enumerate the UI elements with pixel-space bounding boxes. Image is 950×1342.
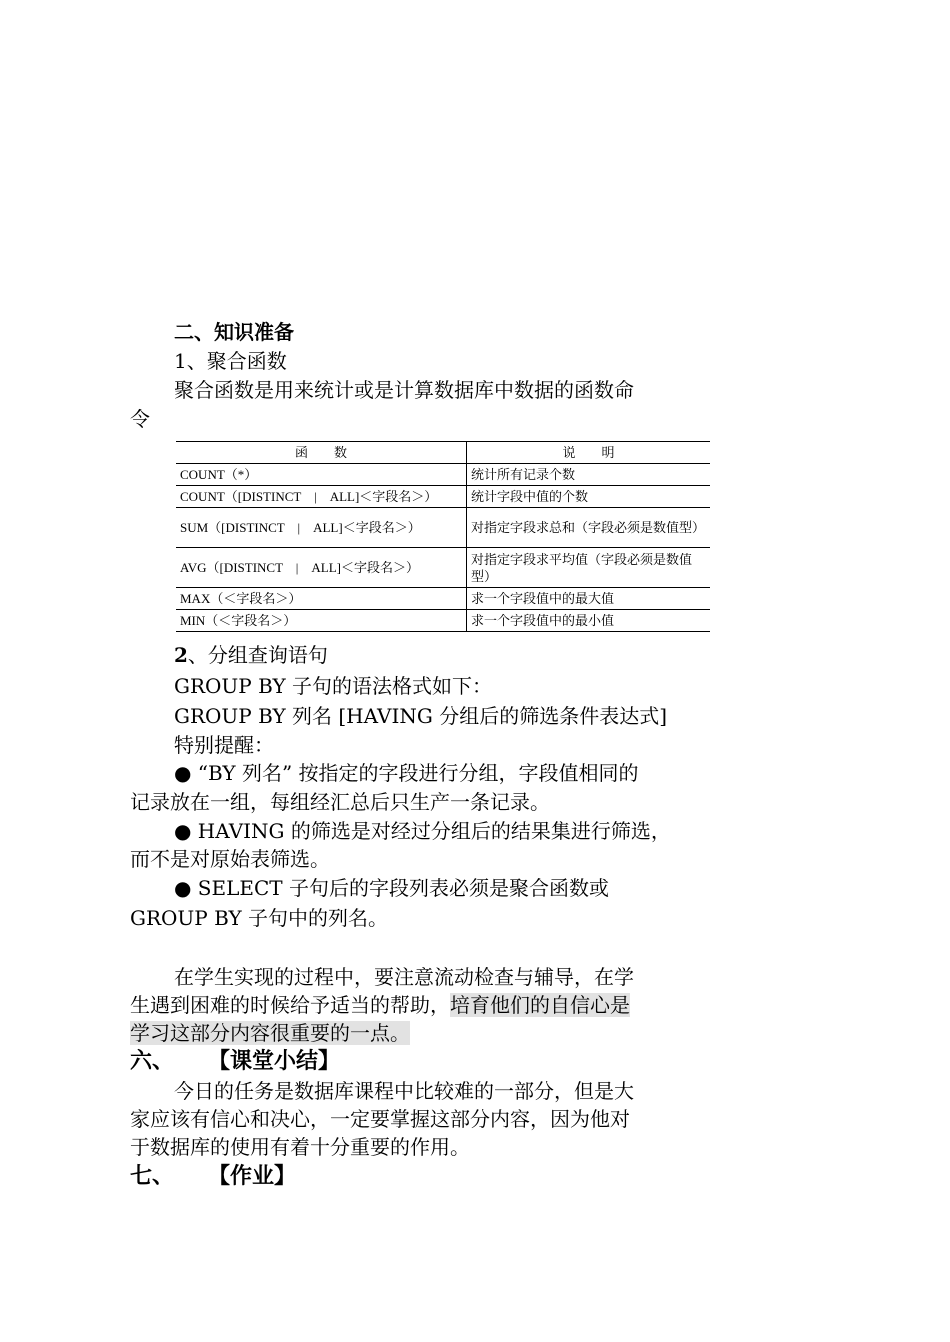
description-cell: 对指定字段求总和（字段必须是数值型） [471,520,706,535]
highlighted-text: 学习这部分内容很重要的一点。 [130,1021,410,1045]
function-cell: COUNT（[DISTINCT | ALL]＜字段名＞） [176,486,467,508]
table-row [176,548,710,588]
description-cell: 对指定字段求平均值（字段必须是数值型） [471,551,693,584]
bullet-line: ● SELECT 子句后的字段列表必须是聚合函数或 [174,876,609,900]
subsection-aggregate: 1、聚合函数 [174,349,287,373]
subsection-number: 2 [174,643,188,667]
table-row [176,464,710,486]
bullet-line: 记录放在一组，每组经汇总后只生产一条记录。 [130,790,550,814]
highlighted-text: 培育他们的自信心是 [450,993,630,1017]
section-heading-summary [130,1047,340,1077]
paragraph-line [130,1019,700,1048]
paragraph-line: 家应该有信心和决心，一定要掌握这部分内容，因为他对 [130,1107,630,1131]
heading-title: 【课堂小结】 [208,1049,341,1074]
description-cell: 统计字段中值的个数 [471,489,589,504]
subsection-group-by [174,641,744,670]
table-header-cell: 函 数 [176,442,467,464]
table-row [176,610,710,632]
function-cell: AVG（[DISTINCT | ALL]＜字段名＞） [176,548,467,588]
subsection-text: 、分组查询语句 [187,643,328,667]
function-cell: SUM（[DISTINCT | ALL]＜字段名＞） [176,508,467,548]
table-row [176,486,710,508]
section-title-knowledge: 二、知识准备 [174,320,294,344]
heading-title: 【作业】 [208,1164,297,1189]
table-header-row [176,442,710,464]
table-row [176,508,710,548]
paragraph-line: 于数据库的使用有着十分重要的作用。 [130,1135,470,1159]
function-cell: MIN（＜字段名＞） [176,610,467,632]
function-cell: MAX（＜字段名＞） [176,588,467,610]
bullet-line: 而不是对原始表筛选。 [130,847,330,871]
section-heading-homework [130,1162,296,1192]
heading-number: 七、 [130,1164,175,1189]
paragraph-line [130,991,700,1020]
heading-number: 六、 [130,1049,175,1074]
paragraph-line: 今日的任务是数据库课程中比较难的一部分，但是大 [174,1079,634,1103]
description-cell: 统计所有记录个数 [471,467,576,482]
bullet-line: ● HAVING 的筛选是对经过分组后的结果集进行筛选， [174,819,671,843]
paragraph-line: 聚合函数是用来统计或是计算数据库中数据的函数命 [174,378,634,402]
syntax-line: GROUP BY 列名 [HAVING 分组后的筛选条件表达式] [174,704,668,728]
paragraph-line: GROUP BY 子句的语法格式如下： [174,674,493,698]
table-header-cell: 说 明 [562,445,615,460]
bullet-line: GROUP BY 子句中的列名。 [130,906,389,930]
description-cell: 求一个字段值中的最小值 [471,613,615,628]
table-row [176,588,710,610]
paragraph-line: 令 [130,407,150,431]
bullet-line: ● “BY 列名” 按指定的字段进行分组，字段值相同的 [174,761,639,785]
text-span: 生遇到困难的时候给予适当的帮助， [130,993,450,1017]
description-cell: 求一个字段值中的最大值 [471,591,615,606]
aggregate-function-table [176,441,710,632]
paragraph-line: 特别提醒： [174,733,274,757]
function-cell: COUNT（*） [176,464,467,486]
paragraph-line: 在学生实现的过程中，要注意流动检查与辅导，在学 [174,965,634,989]
